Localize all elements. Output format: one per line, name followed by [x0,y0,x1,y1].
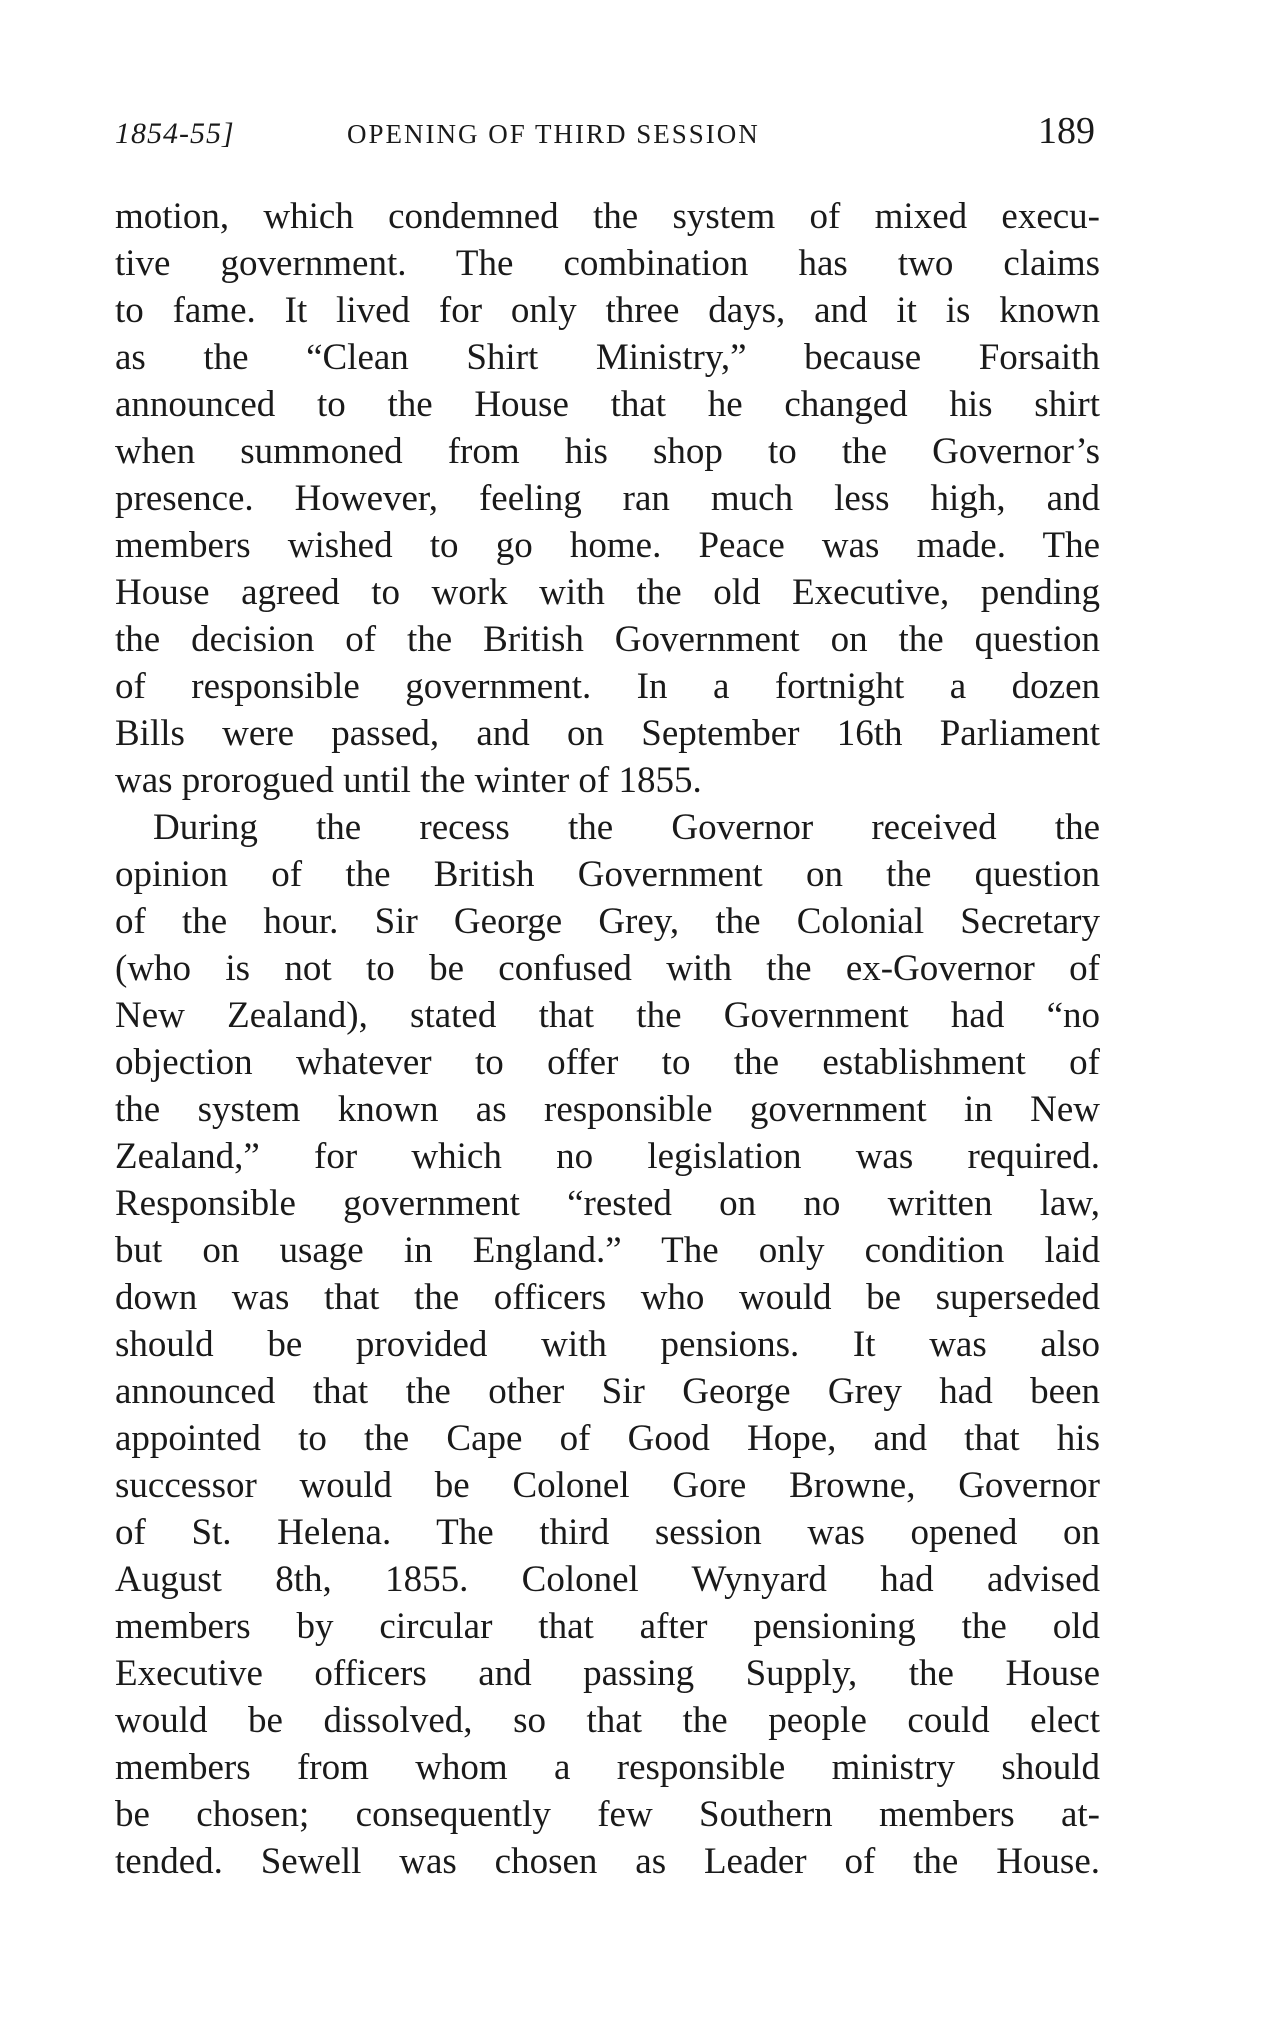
text-line: be chosen; consequently few Southern members at- [115,1794,1100,1835]
text-line: Responsible government “rested on no written law, [115,1183,1100,1224]
paragraph-start-line: During the recess the Governor received the [153,807,1100,848]
text-line: to fame. It lived for only three days, and it is known [115,290,1100,331]
text-line: the system known as responsible government in New [115,1089,1100,1130]
text-line: tive government. The combination has two claims [115,243,1100,284]
text-line: down was that the officers who would be superseded [115,1277,1100,1318]
text-line: of St. Helena. The third session was opened on [115,1512,1100,1553]
text-line: but on usage in England.” The only condition laid [115,1230,1100,1271]
text-line: opinion of the British Government on the question [115,854,1100,895]
running-head-title: OPENING OF THIRD SESSION [347,119,760,149]
text-line: presence. However, feeling ran much less high, and [115,478,1100,519]
text-line: would be dissolved, so that the people could elect [115,1700,1100,1741]
text-line: appointed to the Cape of Good Hope, and that his [115,1418,1100,1459]
text-line: August 8th, 1855. Colonel Wynyard had advised [115,1559,1100,1600]
text-line: the decision of the British Government on the question [115,619,1100,660]
paragraph-end-line: was prorogued until the winter of 1855. [115,760,702,801]
text-line: tended. Sewell was chosen as Leader of the House. [115,1841,1100,1882]
text-line: announced to the House that he changed his shirt [115,384,1100,425]
text-line: as the “Clean Shirt Ministry,” because Forsaith [115,337,1100,378]
running-head [115,105,1100,165]
text-line: members wished to go home. Peace was made. The [115,525,1100,566]
text-line: Bills were passed, and on September 16th Parliament [115,713,1100,754]
text-line: New Zealand), stated that the Government had “no [115,995,1100,1036]
text-line: objection whatever to offer to the establishment of [115,1042,1100,1083]
text-line: Executive officers and passing Supply, the House [115,1653,1100,1694]
text-line: members by circular that after pensioning the old [115,1606,1100,1647]
text-line: Zealand,” for which no legislation was required. [115,1136,1100,1177]
text-line: of responsible government. In a fortnight a dozen [115,666,1100,707]
page-number: 189 [1038,110,1095,152]
text-line: successor would be Colonel Gore Browne, Governor [115,1465,1100,1506]
body-text [115,193,1100,1885]
text-line: motion, which condemned the system of mixed execu- [115,196,1100,237]
text-line: of the hour. Sir George Grey, the Colonial Secretary [115,901,1100,942]
text-line: when summoned from his shop to the Governor’s [115,431,1100,472]
text-line: announced that the other Sir George Grey had been [115,1371,1100,1412]
text-line: should be provided with pensions. It was also [115,1324,1100,1365]
text-line: (who is not to be confused with the ex-Governor of [115,948,1100,989]
text-line: members from whom a responsible ministry should [115,1747,1100,1788]
text-line: House agreed to work with the old Executive, pending [115,572,1100,613]
running-head-date-range: 1854-55] [115,117,235,150]
